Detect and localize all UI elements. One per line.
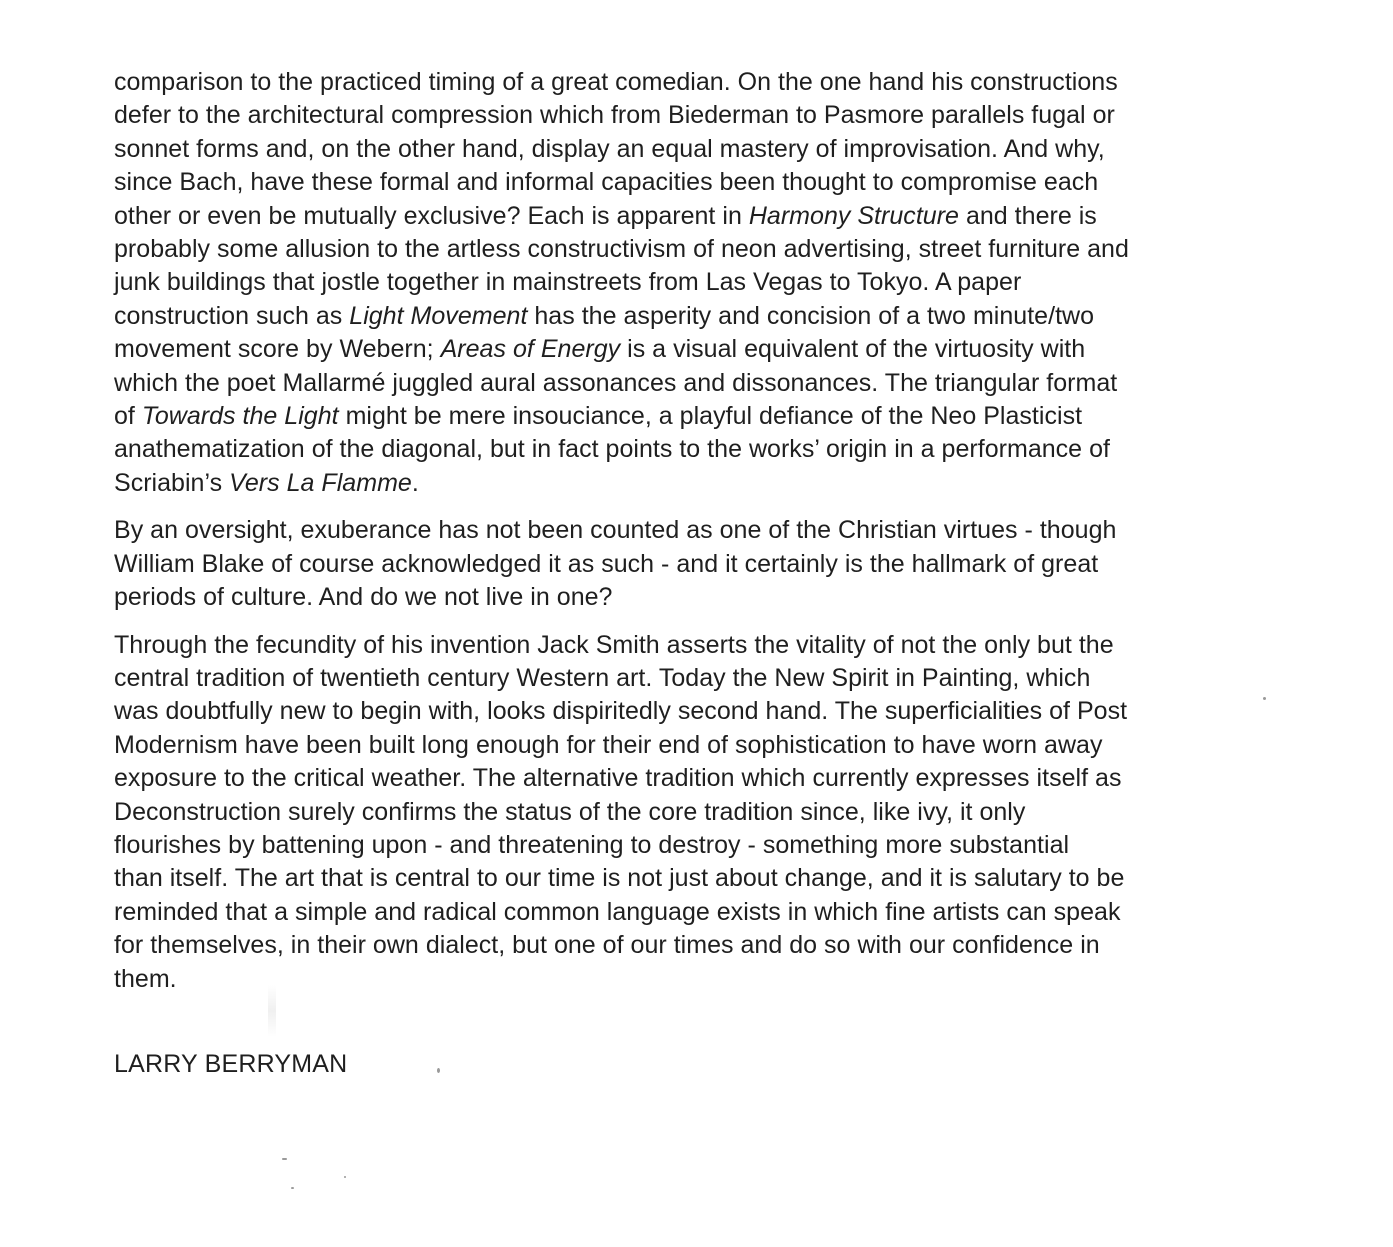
text-segment: exposure to the critical weather. The alternative tradition which currently expresses itself as (114, 764, 1122, 793)
scan-speck (344, 1176, 346, 1178)
text-line (114, 133, 1314, 166)
text-segment: was doubtfully new to begin with, looks dispiritedly second hand. The superficialities of Post (114, 697, 1128, 726)
essay-body (114, 66, 1314, 996)
scan-speck (291, 1187, 294, 1189)
text-segment: might be mere insouciance, a playful defiance of the Neo Plasticist (338, 402, 1083, 431)
text-segment: is a visual equivalent of the virtuosity with (620, 335, 1086, 364)
text-line (114, 829, 1314, 862)
text-line (114, 929, 1314, 962)
work-title: Areas of Energy (440, 335, 621, 364)
text-line (114, 333, 1314, 366)
text-line (114, 762, 1314, 795)
text-line (114, 548, 1314, 581)
text-line (114, 514, 1314, 547)
text-segment: movement score by Webern; (114, 335, 441, 364)
text-segment: comparison to the practiced timing of a great comedian. On the one hand his constructions (114, 68, 1118, 96)
text-segment: and there is (958, 201, 1097, 230)
text-segment: has the asperity and concision of a two minute/two (527, 301, 1095, 330)
paragraph-1 (114, 66, 1314, 500)
text-line (114, 99, 1314, 132)
text-segment: them. (114, 964, 177, 993)
text-line (114, 400, 1314, 433)
text-segment: anathematization of the diagonal, but in fact points to the works’ origin in a performance of (114, 435, 1110, 464)
text-line (114, 300, 1314, 333)
scan-smudge (268, 985, 276, 1037)
text-segment: reminded that a simple and radical common language exists in which fine artists can speak (114, 897, 1121, 926)
text-line (114, 367, 1314, 400)
text-line (114, 433, 1314, 466)
text-segment: for themselves, in their own dialect, but one of our times and do so with our confidence in (114, 931, 1100, 960)
text-segment: defer to the architectural compression which from Biederman to Pasmore parallels fugal or (114, 101, 1115, 130)
text-segment: By an oversight, exuberance has not been counted as one of the Christian virtues - though (114, 516, 1117, 545)
text-line (114, 233, 1314, 266)
text-line (114, 166, 1314, 199)
work-title: Harmony Structure (748, 201, 959, 230)
text-segment: probably some allusion to the artless constructivism of neon advertising, street furniture and (114, 235, 1129, 264)
text-line (114, 729, 1314, 762)
text-segment: . (411, 468, 419, 497)
text-line (114, 662, 1314, 695)
text-segment: Deconstruction surely confirms the status of the core tradition since, like ivy, it only (114, 797, 1026, 826)
text-segment: periods of culture. And do we not live in one? (114, 583, 613, 612)
paragraph-3 (114, 629, 1314, 996)
scan-speck (282, 1158, 287, 1160)
text-line (114, 963, 1314, 996)
text-segment: Scriabin’s (114, 468, 230, 497)
text-segment: than itself. The art that is central to our time is not just about change, and it is salutary to be (114, 864, 1125, 893)
text-segment: construction such as (114, 301, 350, 330)
scan-speck (437, 1068, 440, 1073)
text-segment: sonnet forms and, on the other hand, display an equal mastery of improvisation. And why, (114, 134, 1105, 163)
text-line (114, 66, 1314, 99)
text-segment: central tradition of twentieth century Western art. Today the New Spirit in Painting, which (114, 663, 1091, 692)
work-title: Light Movement (349, 301, 528, 330)
text-line (114, 581, 1314, 614)
text-line (114, 862, 1314, 895)
text-segment: William Blake of course acknowledged it as such - and it certainly is the hallmark of great (114, 549, 1099, 578)
text-segment: other or even be mutually exclusive? Each is apparent in (114, 201, 749, 230)
text-segment: since Bach, have these formal and informal capacities been thought to compromise each (114, 168, 1099, 197)
text-line (114, 695, 1314, 728)
text-segment: flourishes by battening upon - and threatening to destroy - something more substantial (114, 830, 1070, 859)
text-segment: which the poet Mallarmé juggled aural assonances and dissonances. The triangular format (114, 368, 1118, 397)
text-segment: of (114, 402, 142, 431)
text-line (114, 796, 1314, 829)
work-title: Towards the Light (141, 402, 339, 431)
text-segment: Through the fecundity of his invention Jack Smith asserts the vitality of not the only but the (114, 630, 1114, 659)
text-segment: junk buildings that jostle together in mainstreets from Las Vegas to Tokyo. A paper (114, 268, 1022, 297)
work-title: Vers La Flamme (229, 468, 412, 497)
text-line (114, 629, 1314, 662)
text-line (114, 896, 1314, 929)
text-line (114, 467, 1314, 500)
text-line (114, 200, 1314, 233)
text-line (114, 266, 1314, 299)
scan-speck (1263, 697, 1266, 700)
author-signature: LARRY BERRYMAN (114, 1050, 348, 1078)
text-segment: Modernism have been built long enough for their end of sophistication to have worn away (114, 730, 1103, 759)
paragraph-2 (114, 514, 1314, 614)
